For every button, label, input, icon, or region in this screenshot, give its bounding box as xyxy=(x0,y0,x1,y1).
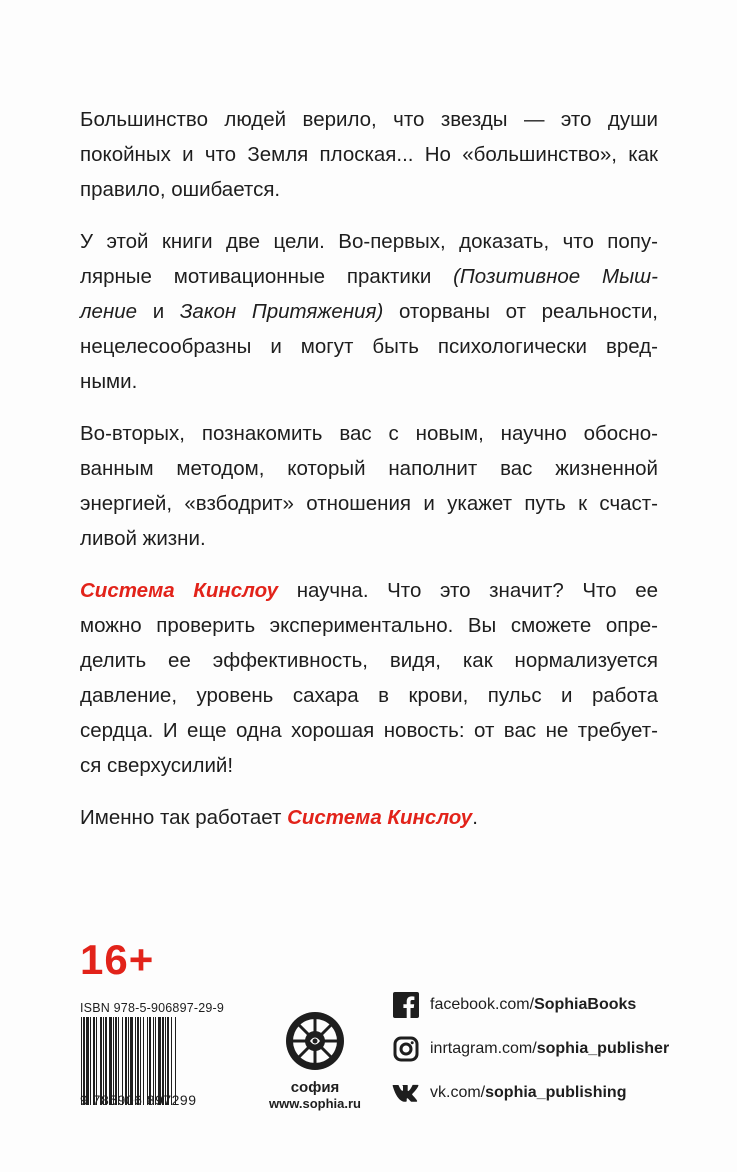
highlight-system-name: Система Кинслоу xyxy=(287,806,473,829)
text-line: ся сверхусилий! xyxy=(80,754,234,777)
social-links xyxy=(392,990,669,1122)
text-line: можно проверить экспериментально. Вы сможете опре- xyxy=(80,614,658,637)
text-line: покойных и что Земля плоская... Но «большинство», как xyxy=(80,143,658,166)
social-facebook[interactable]: facebook.com/SophiaBooks xyxy=(392,990,669,1020)
social-instagram[interactable]: inrtagram.com/sophia_publisher xyxy=(392,1034,669,1064)
highlight-system-name: Система Кинслоу xyxy=(80,579,279,602)
instagram-icon xyxy=(392,1035,420,1063)
paragraph-5 xyxy=(80,800,658,835)
text-line: лярные мотивационные практики (Позитивное Мыш- xyxy=(80,265,658,288)
back-cover-text xyxy=(80,102,658,852)
vk-icon xyxy=(392,1079,420,1107)
text-line: ление и Закон Притяжения) оторваны от реальности, xyxy=(80,300,659,323)
isbn-label: ISBN 978-5-906897-29-9 xyxy=(80,1001,225,1015)
publisher-name: софия xyxy=(290,1079,340,1096)
social-vk[interactable]: vk.com/sophia_publishing xyxy=(392,1078,669,1108)
text-line: делить ее эффективность, видя, как нормализуется xyxy=(80,649,658,672)
text-line: нецелесообразны и могут быть психологически вред- xyxy=(80,335,658,358)
text-line: ливой жизни. xyxy=(80,527,206,550)
text-line: правило, ошибается. xyxy=(80,178,281,201)
paragraph-2 xyxy=(80,224,658,399)
barcode-block xyxy=(80,1001,228,1105)
facebook-icon xyxy=(392,991,420,1019)
publisher-logo xyxy=(265,1010,365,1111)
text-line: У этой книги две цели. Во-первых, доказать, что попу- xyxy=(80,230,658,253)
text-line: энергией, «взбодрит» отношения и укажет путь к счаст- xyxy=(80,492,658,515)
text-line: Большинство людей верило, что звезды — это души xyxy=(80,108,658,131)
age-rating: 16+ xyxy=(80,936,155,983)
paragraph-1 xyxy=(80,102,658,207)
publisher-url: www.sophia.ru xyxy=(269,1096,361,1111)
text-line: сердца. И еще одна хорошая новость: от вас не требует- xyxy=(80,719,658,742)
barcode-digits: 9 785906 897299 xyxy=(80,1092,197,1108)
text-line: ванным методом, который наполнит вас жизненной xyxy=(80,457,658,480)
text-line: Во-вторых, познакомить вас с новым, научно обосно- xyxy=(80,422,658,445)
publisher-emblem-icon xyxy=(284,1010,346,1072)
text-line: давление, уровень сахара в крови, пульс и работа xyxy=(80,684,658,707)
text-line: ными. xyxy=(80,370,138,393)
text-line: Именно так работает Система Кинслоу. xyxy=(80,806,478,829)
paragraph-3 xyxy=(80,416,658,556)
paragraph-4 xyxy=(80,573,658,783)
text-line: Система Кинслоу научна. Что это значит? Что ее xyxy=(80,579,658,602)
